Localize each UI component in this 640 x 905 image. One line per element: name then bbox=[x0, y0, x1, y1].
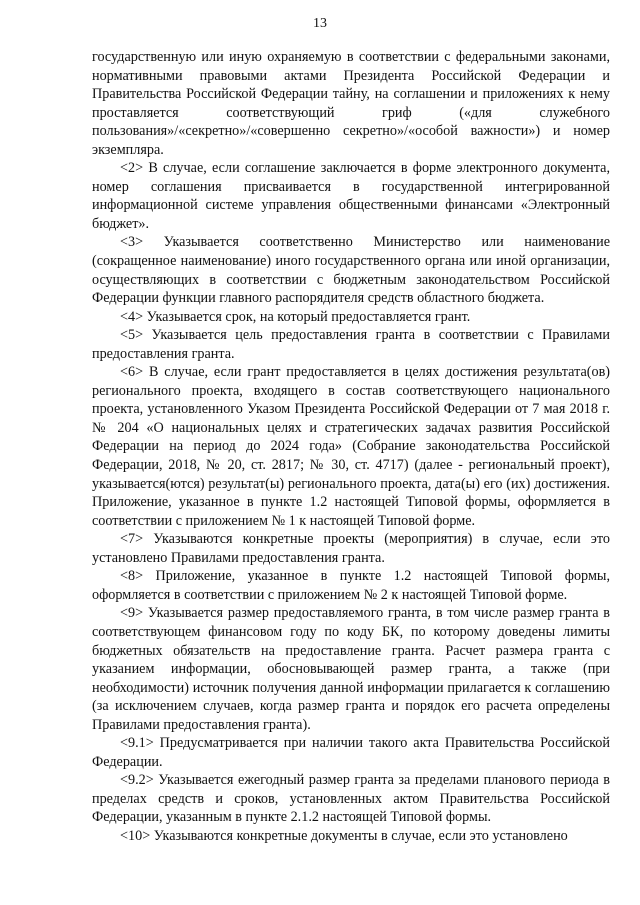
footnote-9-1: <9.1> Предусматривается при наличии такого акта Правительства Российской Федерации. bbox=[92, 735, 610, 770]
footnote-3: <3> Указывается соответственно Министерство или наименование (сокращенное наименование) иного государственного органа или иной организации, осуществляющих в соответствии с бюджетным законодательством Российской Федерации функции главного распорядителя средств областного бюджета. bbox=[92, 234, 610, 307]
footnote-9-2: <9.2> Указывается ежегодный размер гранта за пределами планового периода в пределах средств и сроков, установленных актом Правительства Российской Федерации, указанным в пункте 2.1.2 настоящей Типовой формы. bbox=[92, 772, 610, 826]
footnote-5: <5> Указывается цель предоставления гранта в соответствии с Правилами предоставления гранта. bbox=[92, 327, 610, 362]
page-number: 13 bbox=[313, 16, 327, 31]
footnote-6: <6> В случае, если грант предоставляется в целях достижения результата(ов) регионального проекта, входящего в состав соответствующего национального проекта, установленного Указом Президента Российской Федерации от 7 мая 2018 г. № 204 «О национальных целях и стратегических задачах развития Российской Федерации на период до 2024 года» (Собрание законодательства Российской Федерации, 2018, № 20, ст. 2817; № 30, ст. 4717) (далее - региональный проект), указывается(ются) результат(ы) регионального проекта, дата(ы) его (их) достижения. Приложение, указанное в пункте 1.2 настоящей Типовой формы, оформляется в соответствии с приложением № 1 к настоящей Типовой форме. bbox=[92, 364, 610, 529]
paragraph-continuation: государственную или иную охраняемую в соответствии с федеральными законами, нормативными правовыми актами Президента Российской Федерации и Правительства Российской Федерации тайну, на соглашении и приложениях к нему проставляется соответствующий гриф («для служебного пользования»/«секретно»/«совершенно секретно»/«особой важности») и номер экземпляра. bbox=[92, 49, 610, 158]
footnote-8: <8> Приложение, указанное в пункте 1.2 настоящей Типовой формы, оформляется в соответствии с приложением № 2 к настоящей Типовой форме. bbox=[92, 568, 610, 603]
footnote-7: <7> Указываются конкретные проекты (мероприятия) в случае, если это установлено Правилами предоставления гранта. bbox=[92, 531, 610, 566]
footnote-10: <10> Указываются конкретные документы в случае, если это установлено bbox=[120, 827, 568, 844]
footnote-4: <4> Указывается срок, на который предоставляется грант. bbox=[120, 308, 471, 325]
footnote-2: <2> В случае, если соглашение заключается в форме электронного документа, номер соглашения присваивается в государственной интегрированной информационной системе управления общественными финансами «Электронный бюджет». bbox=[92, 160, 610, 232]
footnote-9: <9> Указывается размер предоставляемого гранта, в том числе размер гранта в соответствующем финансовом году по коду БК, по которому доведены лимиты бюджетных обязательств на предоставление гранта. Расчет размера гранта с указанием информации, обосновывающей размер гранта, а также (при необходимости) источник получения данной информации прилагается к соглашению (за исключением случаев, когда размер гранта и порядок его расчета определены Правилами предоставления гранта). bbox=[92, 605, 610, 733]
document-body bbox=[92, 48, 610, 846]
